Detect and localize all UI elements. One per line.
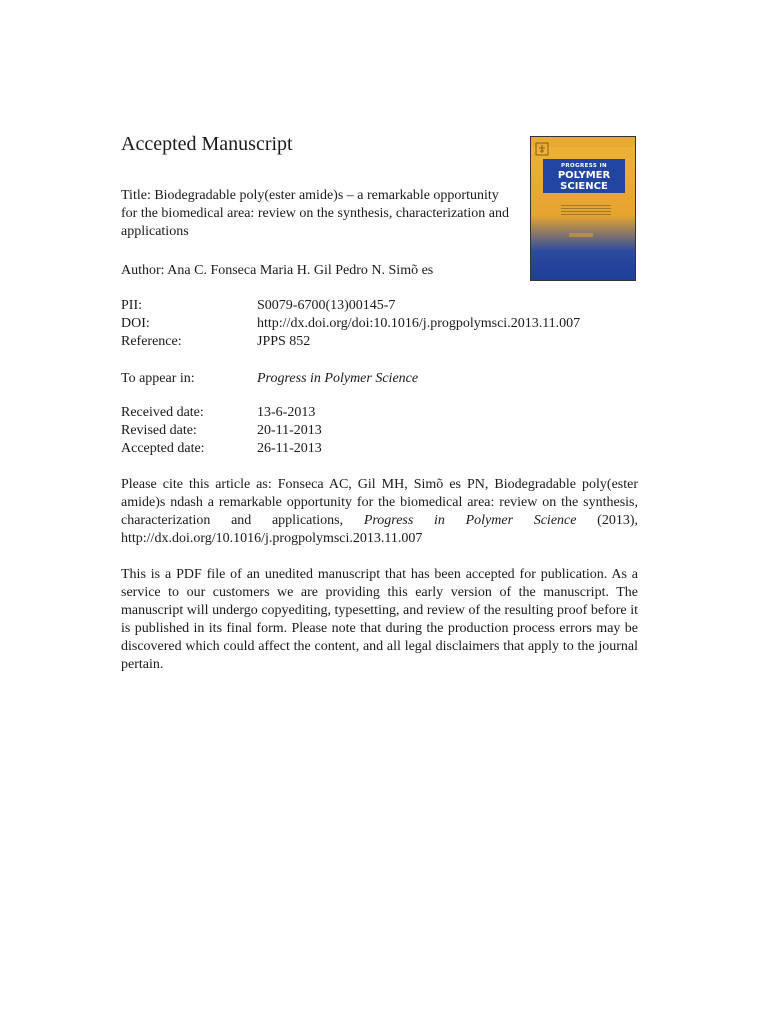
reference-label: Reference: [121, 334, 182, 349]
pii-value: S0079-6700(13)00145-7 [257, 298, 396, 313]
appear-label: To appear in: [121, 371, 195, 386]
received-label: Received date: [121, 405, 204, 420]
revised-value: 20-11-2013 [257, 423, 322, 438]
reference-value: JPPS 852 [257, 334, 311, 349]
cover-small-logo [569, 233, 593, 237]
pii-label: PII: [121, 298, 142, 313]
citation-paragraph [121, 476, 638, 548]
publisher-logo-icon [535, 142, 549, 156]
doi-value: http://dx.doi.org/doi:10.1016/j.progpolymsci.2013.11.007 [257, 316, 581, 331]
doi-label: DOI: [121, 316, 150, 331]
accepted-value: 26-11-2013 [257, 441, 322, 456]
cover-editor-lines [561, 203, 611, 217]
citation-text: Please cite this article as: Fonseca AC, Gil MH, Simõ es PN, Biodegradable poly(ester amide)s ndash a remarkable opportunity for the biomedical area: review on the synthesis, characterization and applications, [121, 477, 638, 528]
cover-title-line-3: SCIENCE [560, 181, 608, 192]
article-title: Title: Biodegradable poly(ester amide)s – a remarkable opportunity for the biomedical area: review on the synthesis, characterization and applications [121, 188, 509, 239]
article-authors: Author: Ana C. Fonseca Maria H. Gil Pedro N. Simõ es [121, 263, 434, 278]
citation-journal: Progress in Polymer Science [363, 513, 577, 528]
journal-cover-image [530, 136, 636, 281]
received-value: 13-6-2013 [257, 405, 316, 420]
appear-journal: Progress in Polymer Science [257, 371, 419, 386]
notice-paragraph: This is a PDF file of an unedited manuscript that has been accepted for publication. As a service to our customers we are providing this early version of the manuscript. The manuscript will undergo copyediting, typesetting, and review of the resulting proof before it is published in its final form. Please note that during the production process errors may be discovered which could affect the content, and all legal disclaimers that apply to the journal pertain. [121, 567, 638, 672]
cover-title-line-2: POLYMER [557, 170, 611, 181]
accepted-label: Accepted date: [121, 441, 205, 456]
page-heading: Accepted Manuscript [121, 133, 293, 155]
cover-journal-title [543, 159, 625, 193]
cover-title-line-1: PROGRESS IN [560, 163, 608, 169]
revised-label: Revised date: [121, 423, 197, 438]
citation-doi: (2013), http://dx.doi.org/10.1016/j.progpolymsci.2013.11.007 [121, 513, 638, 546]
